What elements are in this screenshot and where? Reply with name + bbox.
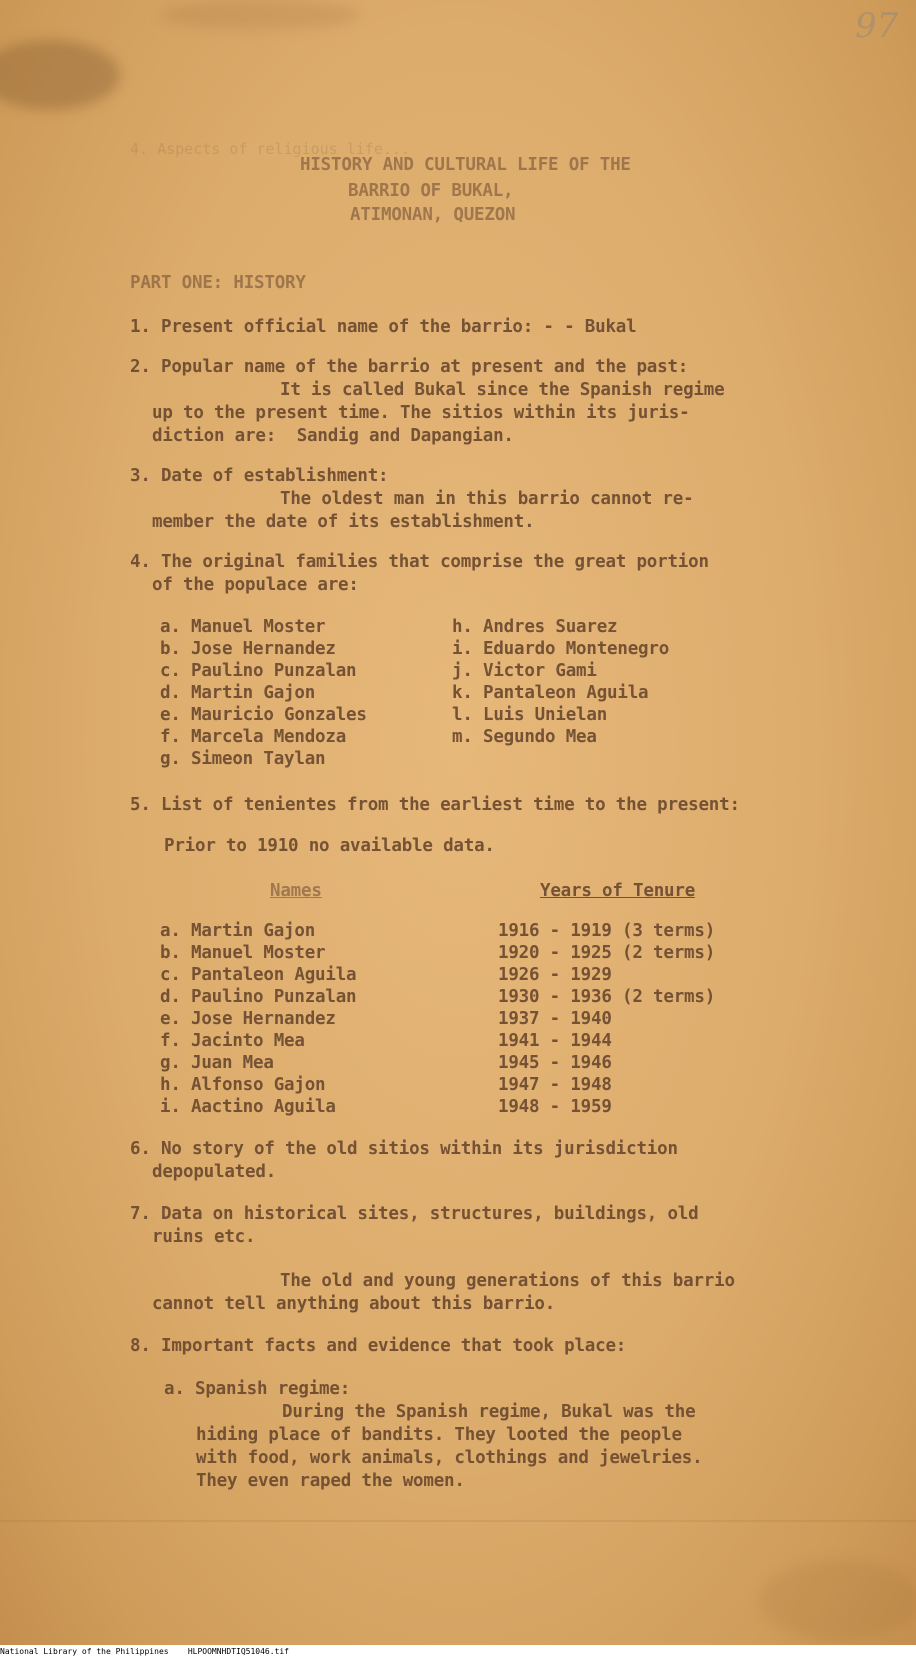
family-entry: i. Eduardo Montenegro (452, 639, 670, 659)
item-2-line: up to the present time. The sitios within its juris- (152, 403, 690, 423)
family-entry: j. Victor Gami (452, 661, 597, 681)
item-8-heading: 8. Important facts and evidence that took place: (130, 1336, 627, 1356)
family-entry: e. Mauricio Gonzales (160, 705, 367, 725)
item-1: 1. Present official name of the barrio: - - Bukal (130, 317, 637, 337)
family-entry: h. Andres Suarez (452, 617, 618, 637)
tenientes-names-column (160, 920, 356, 1118)
teniente-name: c. Pantaleon Aguila (160, 965, 357, 985)
teniente-years: 1916 - 1919 (3 terms) (498, 921, 716, 941)
item-7-line: cannot tell anything about this barrio. (152, 1294, 556, 1314)
teniente-name: i. Aactino Aguila (160, 1097, 336, 1117)
teniente-years: 1930 - 1936 (2 terms) (498, 987, 716, 1007)
bleed-through-text: 4. Aspects of religious life... (130, 140, 410, 158)
item-6-line: 6. No story of the old sitios within its jurisdiction (130, 1139, 678, 1159)
item-3-heading: 3. Date of establishment: (130, 466, 389, 486)
item-7-line: The old and young generations of this barrio (280, 1271, 735, 1291)
teniente-years: 1947 - 1948 (498, 1075, 612, 1095)
teniente-years: 1937 - 1940 (498, 1009, 612, 1029)
teniente-name: f. Jacinto Mea (160, 1031, 305, 1051)
family-entry: d. Martin Gajon (160, 683, 316, 703)
item-8a-line: During the Spanish regime, Bukal was the (282, 1402, 696, 1422)
family-entry: m. Segundo Mea (452, 727, 597, 747)
item-6-line: depopulated. (152, 1162, 277, 1182)
title-line-2: BARRIO OF BUKAL, (348, 181, 514, 201)
title-line-3: ATIMONAN, QUEZON (350, 205, 516, 225)
tenientes-years-header: Years of Tenure (540, 881, 696, 901)
item-2-line: It is called Bukal since the Spanish regime (280, 380, 725, 400)
item-8a-line: hiding place of bandits. They looted the people (196, 1425, 682, 1445)
paper-fold (0, 1520, 916, 1522)
item-5-heading: 5. List of tenientes from the earliest time to the present: (130, 795, 740, 815)
item-8a-line: with food, work animals, clothings and jewelries. (196, 1448, 703, 1468)
item-3-line: member the date of its establishment. (152, 512, 535, 532)
title-line-1: HISTORY AND CULTURAL LIFE OF THE (300, 155, 631, 175)
page-number: 97 (855, 6, 899, 46)
family-entry: b. Jose Hernandez (160, 639, 336, 659)
teniente-years: 1941 - 1944 (498, 1031, 612, 1051)
tenientes-years-column (498, 920, 715, 1118)
item-8a-line: They even raped the women. (196, 1471, 465, 1491)
teniente-years: 1920 - 1925 (2 terms) (498, 943, 716, 963)
family-entry: c. Paulino Punzalan (160, 661, 357, 681)
part-heading: PART ONE: HISTORY (130, 273, 306, 293)
teniente-years: 1926 - 1929 (498, 965, 612, 985)
item-4-line: 4. The original families that comprise the great portion (130, 552, 709, 572)
teniente-years: 1945 - 1946 (498, 1053, 612, 1073)
item-3-line: The oldest man in this barrio cannot re- (280, 489, 694, 509)
teniente-name: h. Alfonso Gajon (160, 1075, 326, 1095)
teniente-name: d. Paulino Punzalan (160, 987, 357, 1007)
teniente-name: b. Manuel Moster (160, 943, 326, 963)
item-4-line: of the populace are: (152, 575, 359, 595)
item-8a-heading: a. Spanish regime: (164, 1379, 351, 1399)
families-right-column (452, 616, 669, 748)
teniente-name: e. Jose Hernandez (160, 1009, 336, 1029)
family-entry: k. Pantaleon Aguila (452, 683, 649, 703)
paper-stain (0, 40, 120, 110)
item-7-line: ruins etc. (152, 1227, 256, 1247)
families-left-column (160, 616, 367, 770)
item-7-line: 7. Data on historical sites, structures, buildings, old (130, 1204, 699, 1224)
family-entry: a. Manuel Moster (160, 617, 326, 637)
paper-stain (160, 0, 360, 30)
scan-footer: National Library of the Philippines HLPOOMNHDTIQ51046.tif (0, 1645, 916, 1658)
teniente-years: 1948 - 1959 (498, 1097, 612, 1117)
item-2-line: diction are: Sandig and Dapangian. (152, 426, 514, 446)
family-entry: l. Luis Unielan (452, 705, 608, 725)
tenientes-names-header: Names (270, 881, 322, 901)
teniente-name: a. Martin Gajon (160, 921, 316, 941)
family-entry: f. Marcela Mendoza (160, 727, 347, 747)
item-2-heading: 2. Popular name of the barrio at present and the past: (130, 357, 689, 377)
teniente-name: g. Juan Mea (160, 1053, 274, 1073)
tenientes-prior-note: Prior to 1910 no available data. (164, 836, 495, 856)
paper-stain (760, 1560, 916, 1640)
family-entry: g. Simeon Taylan (160, 749, 326, 769)
